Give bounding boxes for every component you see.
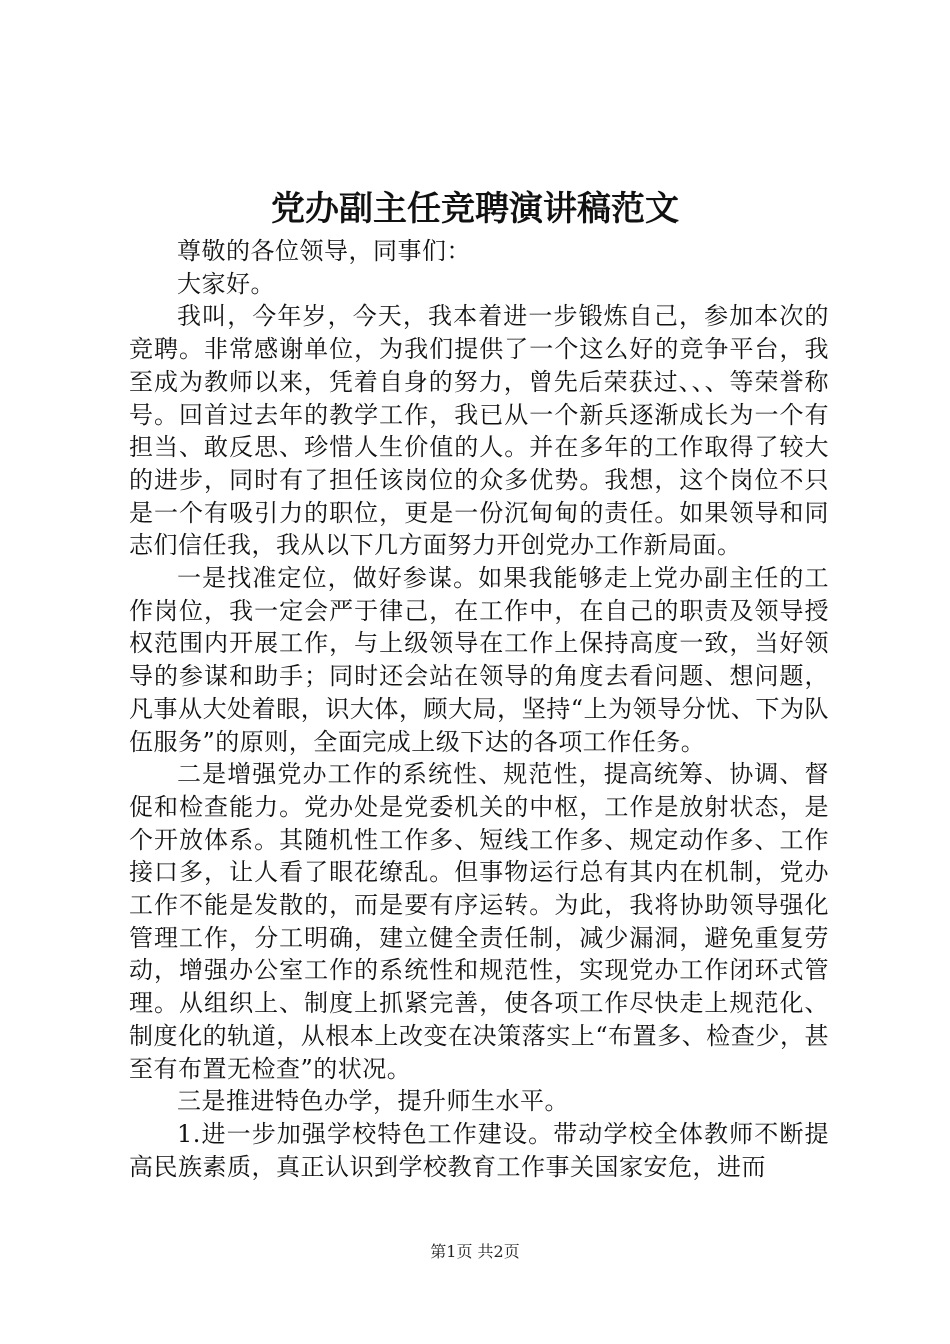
document-title: 党办副主任竞聘演讲稿范文: [271, 189, 679, 229]
paragraph-introduction: 我叫，今年岁，今天，我本着进一步锻炼自己，参加本次的竞聘。非常感谢单位，为我们提供了一个这么好的竞争平台，我至成为教师以来，凭着自身的努力，曾先后荣获过、、、等荣誉称号。回首过去年的教学工作，我已从一个新兵逐渐成长为一个有担当、敢反思、珍惜人生价值的人。并在多年的工作取得了较大的进步，同时有了担任该岗位的众多优势。我想，这个岗位不只是一个有吸引力的职位，更是一份沉甸甸的责任。如果领导和同志们信任我，我从以下几方面努力开创党办工作新局面。: [129, 302, 829, 560]
document-body: [129, 235, 829, 1183]
salutation: 尊敬的各位领导，同事们：: [177, 237, 471, 265]
page-footer: 第1页 共2页: [430, 1242, 520, 1261]
paragraph-point-two: 二是增强党办工作的系统性、规范性，提高统筹、协调、督促和检查能力。党办处是党委机关的中枢，工作是放射状态，是个开放体系。其随机性工作多、短线工作多、规定动作多、工作接口多，让人看了眼花缭乱。但事物运行总有其内在机制，党办工作不能是发散的，而是要有序运转。为此，我将协助领导强化管理工作，分工明确，建立健全责任制，减少漏洞，避免重复劳动，增强办公室工作的系统性和规范性，实现党办工作闭环式管理。从组织上、制度上抓紧完善，使各项工作尽快走上规范化、制度化的轨道，从根本上改变在决策落实上“布置多、检查少，甚至有布置无检查”的状况。: [129, 760, 829, 1083]
paragraph-point-one: 一是找准定位，做好参谋。如果我能够走上党办副主任的工作岗位，我一定会严于律己，在工作中，在自己的职责及领导授权范围内开展工作，与上级领导在工作上保持高度一致，当好领导的参谋和助手；同时还会站在领导的角度去看问题、想问题，凡事从大处着眼，识大体，顾大局，坚持“上为领导分忧、下为队伍服务”的原则，全面完成上级下达的各项工作任务。: [129, 564, 829, 756]
paragraph-point-three: 三是推进特色办学，提升师生水平。: [177, 1087, 569, 1116]
greeting: 大家好。: [177, 269, 275, 298]
paragraph-subpoint-one: 1.进一步加强学校特色工作建设。带动学校全体教师不断提高民族素质，真正认识到学校教育工作事关国家安危，进而: [129, 1119, 829, 1181]
